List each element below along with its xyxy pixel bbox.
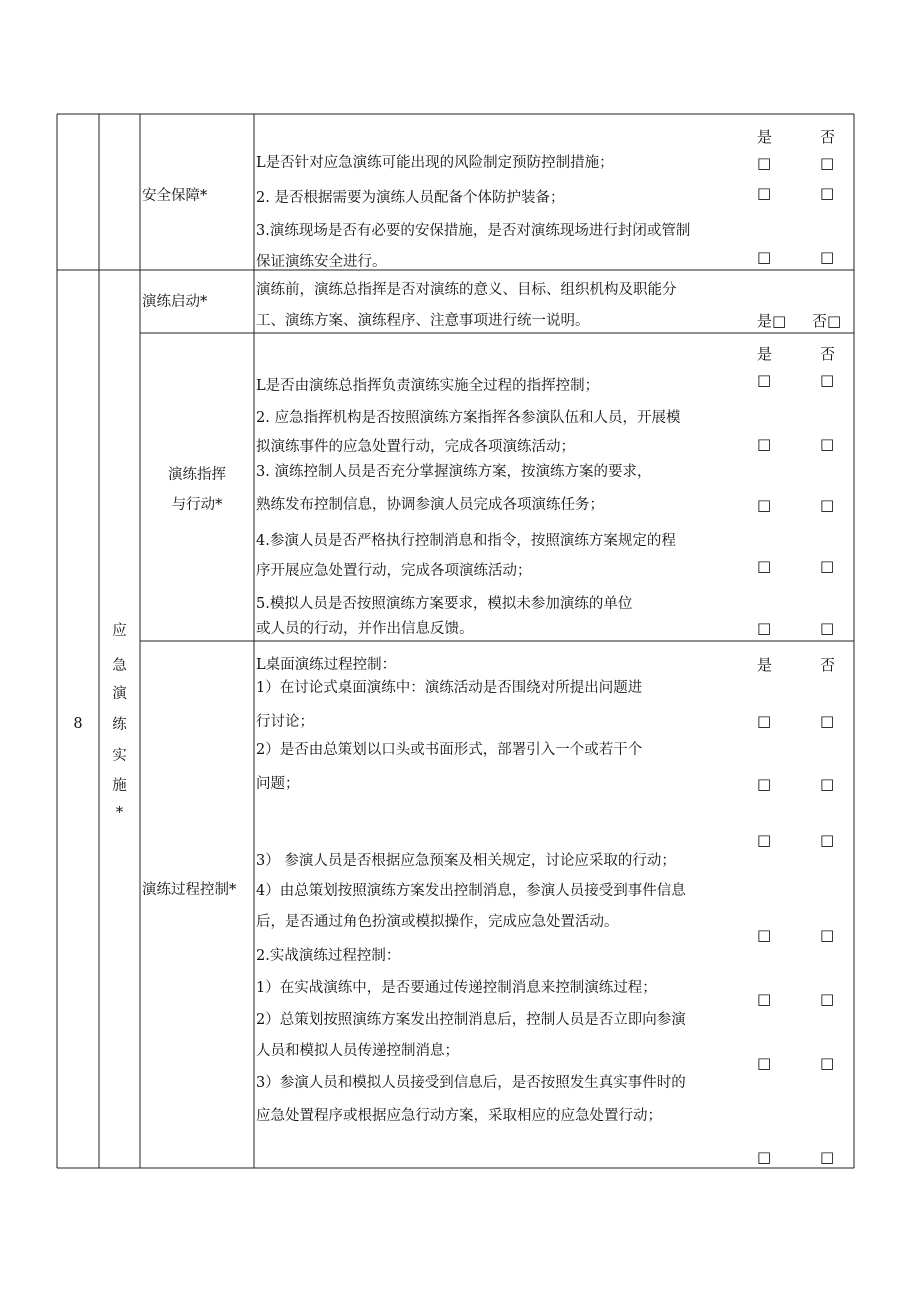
- yes-checkbox[interactable]: □: [757, 371, 772, 389]
- yes-checkbox[interactable]: □: [757, 712, 772, 730]
- yes-checkbox[interactable]: □: [757, 496, 772, 514]
- yes-header: 是: [757, 345, 773, 363]
- no-checkbox[interactable]: □: [820, 371, 835, 389]
- no-header: 否: [820, 656, 836, 674]
- safety-item-line: L是否针对应急演练可能出现的风险制定预防控制措施；: [256, 155, 614, 171]
- process-item-line: 3） 参演人员是否根据应急预案及相关规定，讨论应采取的行动；: [256, 853, 676, 869]
- process-item-line: 后，是否通过角色扮演或模拟操作，完成应急处置活动。: [256, 914, 619, 930]
- process-item-line: 问题；: [256, 776, 300, 792]
- process-item-line: 1）在讨论式桌面演练中：演练活动是否围绕对所提出问题进: [256, 680, 643, 696]
- no-checkbox[interactable]: □: [820, 184, 835, 202]
- section-name-char: 练: [112, 717, 127, 733]
- safety-item-line: 2. 是否根据需要为演练人员配备个体防护装备；: [256, 190, 565, 206]
- process-item-line: 人员和模拟人员传递控制消息；: [256, 1043, 459, 1059]
- no-checkbox[interactable]: □: [820, 248, 835, 266]
- no-checkbox[interactable]: □: [820, 619, 835, 637]
- command-item-line: 或人员的行动，并作出信息反馈。: [256, 621, 474, 637]
- start-item-line: 工、演练方案、演练程序、注意事项进行统一说明。: [256, 313, 590, 329]
- no-checkbox[interactable]: □: [820, 557, 835, 575]
- yes-checkbox[interactable]: □: [757, 248, 772, 266]
- yes-checkbox[interactable]: □: [757, 154, 772, 172]
- command-item-line: L是否由演练总指挥负责演练实施全过程的指挥控制；: [256, 378, 600, 394]
- safety-item-line: 3.演练现场是否有必要的安保措施，是否对演练现场进行封闭或管制: [256, 223, 691, 239]
- command-item-line: 熟练发布控制信息，协调参演人员完成各项演练任务；: [256, 497, 604, 513]
- no-header: 否: [820, 345, 836, 363]
- start-category: 演练启动*: [142, 294, 208, 310]
- process-item-line: 4）由总策划按照演练方案发出控制消息，参演人员接受到事件信息: [256, 883, 686, 899]
- no-checkbox[interactable]: □: [820, 154, 835, 172]
- section-number: 8: [73, 716, 83, 732]
- process-item-line: 2）总策划按照演练方案发出控制消息后，控制人员是否立即向参演: [256, 1012, 686, 1028]
- no-checkbox[interactable]: □: [820, 775, 835, 793]
- no-checkbox[interactable]: □: [820, 712, 835, 730]
- no-checkbox[interactable]: □: [820, 435, 835, 453]
- yes-checkbox[interactable]: □: [757, 990, 772, 1008]
- process-category: 演练过程控制*: [142, 882, 237, 898]
- no-checkbox[interactable]: □: [820, 1054, 835, 1072]
- process-item-line: 2.实战演练过程控制：: [256, 948, 401, 964]
- safety-category: 安全保障*: [142, 188, 208, 204]
- yes-header: 是: [757, 656, 773, 674]
- command-item-line: 拟演练事件的应急处置行动，完成各项演练活动；: [256, 439, 575, 455]
- process-item-line: 3）参演人员和模拟人员接受到信息后，是否按照发生真实事件时的: [256, 1075, 686, 1091]
- yes-checkbox[interactable]: □: [757, 775, 772, 793]
- yes-checkbox[interactable]: □: [757, 1148, 772, 1166]
- yes-checkbox[interactable]: □: [757, 926, 772, 944]
- yes-checkbox[interactable]: □: [757, 831, 772, 849]
- process-item-line: L桌面演练过程控制：: [256, 657, 397, 673]
- safety-item-line: 保证演练安全进行。: [256, 254, 387, 270]
- command-item-line: 5.模拟人员是否按照演练方案要求，模拟未参加演练的单位: [256, 596, 633, 612]
- process-item-line: 应急处置程序或根据应急行动方案，采取相应的应急处置行动；: [256, 1108, 662, 1124]
- yes-checkbox[interactable]: □: [757, 184, 772, 202]
- section-name-char: 实: [112, 748, 127, 764]
- yes-header: 是: [757, 128, 773, 146]
- yes-checkbox[interactable]: □: [757, 619, 772, 637]
- no-checkbox[interactable]: □: [820, 1148, 835, 1166]
- section-name-char: 施: [112, 778, 127, 794]
- command-item-line: 序开展应急处置行动，完成各项演练活动；: [256, 563, 532, 579]
- process-item-line: 1）在实战演练中，是否要通过传递控制消息来控制演练过程；: [256, 980, 657, 996]
- yes-checkbox[interactable]: □: [757, 435, 772, 453]
- no-header: 否: [820, 128, 836, 146]
- section-name-char: 演: [112, 686, 127, 702]
- command-category-line: 与行动*: [171, 497, 223, 513]
- section-name-char: 应: [112, 623, 127, 639]
- yes-checkbox[interactable]: □: [757, 557, 772, 575]
- section-name-char: 急: [112, 658, 127, 674]
- start-item-line: 演练前，演练总指挥是否对演练的意义、目标、组织机构及职能分: [256, 282, 677, 298]
- no-checkbox[interactable]: □: [820, 496, 835, 514]
- yes-checkbox[interactable]: □: [757, 1054, 772, 1072]
- command-item-line: 3. 演练控制人员是否充分掌握演练方案，按演练方案的要求，: [256, 464, 652, 480]
- no-checkbox[interactable]: □: [820, 990, 835, 1008]
- yes-option[interactable]: 是□: [757, 312, 787, 330]
- process-item-line: 2）是否由总策划以口头或书面形式，部署引入一个或若干个: [256, 742, 643, 758]
- command-item-line: 4.参演人员是否严格执行控制消息和指令，按照演练方案规定的程: [256, 533, 676, 549]
- section-name-char: *: [115, 805, 124, 821]
- command-category-line: 演练指挥: [168, 467, 226, 483]
- no-option[interactable]: 否□: [812, 312, 842, 330]
- no-checkbox[interactable]: □: [820, 926, 835, 944]
- command-item-line: 2. 应急指挥机构是否按照演练方案指挥各参演队伍和人员，开展模: [256, 410, 681, 426]
- no-checkbox[interactable]: □: [820, 831, 835, 849]
- process-item-line: 行讨论；: [256, 714, 314, 730]
